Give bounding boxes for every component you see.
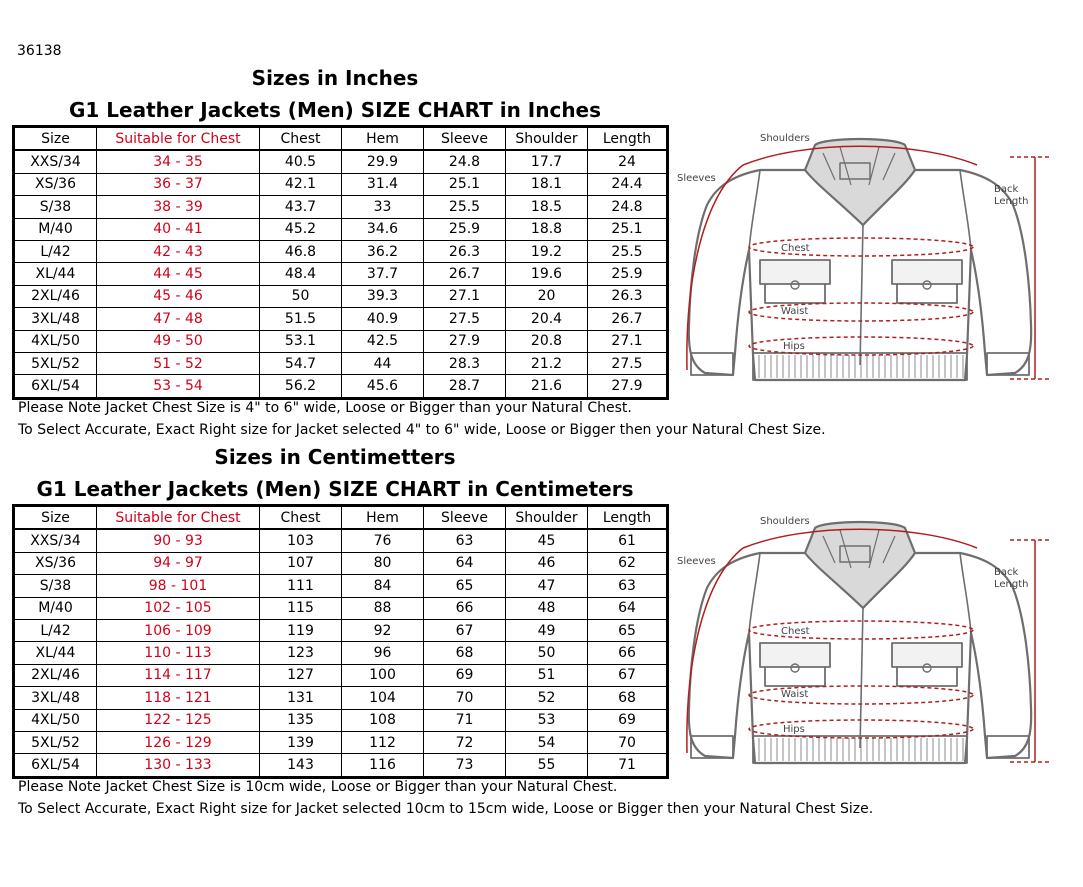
cm-note-2: To Select Accurate, Exact Right size for Jacket selected 10cm to 15cm wide, Loose or Bigger then your Natural Chest Size. [18,801,874,817]
label-chest: Chest [781,626,810,637]
table-cell: XXS/34 [14,150,97,173]
table-cell: 131 [260,687,342,709]
table-row [14,196,668,218]
table-cell: 2XL/46 [14,285,97,307]
table-cell: 25.1 [588,218,668,240]
table-cell: 6XL/54 [14,375,97,398]
inches-chart-title: G1 Leather Jackets (Men) SIZE CHART in Inches [68,98,602,122]
table-cell: 24.8 [424,150,506,173]
table-cell: 36.2 [342,240,424,262]
table-cell: 38 - 39 [97,196,260,218]
table-cell: 56.2 [260,375,342,398]
table-cell: 20.8 [506,330,588,352]
label-length: Length [994,579,1029,590]
table-cell: 34 - 35 [97,150,260,173]
table-cell: 100 [342,664,424,686]
table-cell: 80 [342,552,424,574]
table-cell: 68 [424,642,506,664]
table-cell: 98 - 101 [97,575,260,597]
table-cell: 143 [260,754,342,777]
table-cell: 49 [506,619,588,641]
table-cell: 25.5 [588,240,668,262]
inches-heading: Sizes in Inches [251,66,419,90]
fur-collar [805,522,915,608]
label-hips: Hips [783,724,805,735]
table-cell: 27.5 [424,308,506,330]
table-cell: 76 [342,529,424,552]
table-cell: 5XL/52 [14,731,97,753]
table-cell: 111 [260,575,342,597]
table-cell: S/38 [14,196,97,218]
table-cell: 63 [424,529,506,552]
table-row [14,285,668,307]
table-cell: 40.5 [260,150,342,173]
table-cell: 26.3 [424,240,506,262]
table-cell: 68 [588,687,668,709]
label-waist: Waist [781,306,809,317]
table-cell: 26.3 [588,285,668,307]
table-cell: XXS/34 [14,529,97,552]
table-cell: 44 [342,352,424,374]
table-cell: 88 [342,597,424,619]
table-row [14,575,668,597]
table-cell: 135 [260,709,342,731]
table-cell: 46.8 [260,240,342,262]
table-cell: 33 [342,196,424,218]
table-cell: 127 [260,664,342,686]
table-cell: 130 - 133 [97,754,260,777]
table-cell: 31.4 [342,173,424,195]
cm-note-1: Please Note Jacket Chest Size is 10cm wide, Loose or Bigger than your Natural Chest. [18,779,618,795]
table-row [14,731,668,753]
product-code: 36138 [17,43,62,59]
sleeves-line [687,548,743,753]
table-row [14,375,668,398]
table-cell: 104 [342,687,424,709]
table-cell: 51.5 [260,308,342,330]
table-cell: 94 - 97 [97,552,260,574]
table-row [14,619,668,641]
table-cell: 66 [424,597,506,619]
table-cell: 19.6 [506,263,588,285]
column-header: Size [14,506,97,530]
table-cell: 36 - 37 [97,173,260,195]
table-cell: 110 - 113 [97,642,260,664]
label-sleeves: Sleeves [677,556,716,567]
fur-collar [805,139,915,225]
table-cell: 28.3 [424,352,506,374]
label-waist: Waist [781,689,809,700]
table-row [14,150,668,173]
table-cell: 64 [588,597,668,619]
column-header: Length [588,127,668,151]
table-cell: 69 [588,709,668,731]
table-cell: 26.7 [588,308,668,330]
table-cell: 24.4 [588,173,668,195]
column-header: Chest [260,506,342,530]
table-cell: 139 [260,731,342,753]
table-cell: 27.1 [424,285,506,307]
table-cell: 20 [506,285,588,307]
table-row [14,218,668,240]
label-shoulders: Shoulders [760,516,810,527]
table-cell: 3XL/48 [14,687,97,709]
table-row [14,597,668,619]
table-cell: 48.4 [260,263,342,285]
table-cell: 53.1 [260,330,342,352]
table-cell: 2XL/46 [14,664,97,686]
table-cell: 52 [506,687,588,709]
column-header: Suitable for Chest [97,506,260,530]
table-cell: 92 [342,619,424,641]
table-cell: 44 - 45 [97,263,260,285]
table-cell: 112 [342,731,424,753]
table-cell: 65 [588,619,668,641]
table-row [14,352,668,374]
table-cell: 73 [424,754,506,777]
table-cell: 53 - 54 [97,375,260,398]
table-cell: 61 [588,529,668,552]
column-header: Hem [342,506,424,530]
table-cell: 55 [506,754,588,777]
table-row [14,709,668,731]
table-row [14,642,668,664]
label-sleeves: Sleeves [677,173,716,184]
table-cell: 66 [588,642,668,664]
column-header: Hem [342,127,424,151]
table-cell: 51 [506,664,588,686]
table-cell: 123 [260,642,342,664]
table-cell: 49 - 50 [97,330,260,352]
jacket-sketch [689,522,1031,763]
table-cell: 54 [506,731,588,753]
table-cell: 21.2 [506,352,588,374]
column-header: Sleeve [424,506,506,530]
table-row [14,308,668,330]
table-cell: 67 [424,619,506,641]
table-cell: 29.9 [342,150,424,173]
table-row [14,529,668,552]
table-cell: 106 - 109 [97,619,260,641]
table-cell: L/42 [14,619,97,641]
table-cell: 115 [260,597,342,619]
table-cell: 37.7 [342,263,424,285]
table-cell: 62 [588,552,668,574]
table-cell: 51 - 52 [97,352,260,374]
table-cell: 18.5 [506,196,588,218]
table-cell: 118 - 121 [97,687,260,709]
table-cell: 50 [506,642,588,664]
table-cell: 48 [506,597,588,619]
label-length: Length [994,196,1029,207]
table-row [14,330,668,352]
zipper [860,608,863,748]
table-cell: 4XL/50 [14,330,97,352]
table-cell: 42.5 [342,330,424,352]
inches-size-table [12,125,669,400]
table-cell: 18.1 [506,173,588,195]
table-cell: 43.7 [260,196,342,218]
table-cell: 45.6 [342,375,424,398]
table-cell: 63 [588,575,668,597]
table-cell: 107 [260,552,342,574]
table-cell: 47 [506,575,588,597]
table-cell: 42.1 [260,173,342,195]
label-back: Back [994,567,1019,578]
table-cell: 45 [506,529,588,552]
table-cell: 45 - 46 [97,285,260,307]
column-header: Length [588,506,668,530]
right-cuff [987,736,1029,758]
table-cell: 67 [588,664,668,686]
table-cell: 96 [342,642,424,664]
table-cell: 6XL/54 [14,754,97,777]
table-cell: 26.7 [424,263,506,285]
cm-chart-title: G1 Leather Jackets (Men) SIZE CHART in Centimeters [36,477,634,501]
table-cell: 40 - 41 [97,218,260,240]
table-cell: 70 [588,731,668,753]
table-cell: 47 - 48 [97,308,260,330]
table-cell: 70 [424,687,506,709]
table-cell: 103 [260,529,342,552]
table-cell: 17.7 [506,150,588,173]
table-cell: 54.7 [260,352,342,374]
inches-note-1: Please Note Jacket Chest Size is 4" to 6" wide, Loose or Bigger than your Natural Chest. [18,400,632,416]
table-cell: 39.3 [342,285,424,307]
table-cell: 3XL/48 [14,308,97,330]
jacket-sketch [689,139,1031,380]
table-cell: 108 [342,709,424,731]
zipper [860,225,863,365]
table-cell: 71 [588,754,668,777]
column-header: Shoulder [506,127,588,151]
table-cell: 18.8 [506,218,588,240]
cm-heading: Sizes in Centimetters [214,445,456,469]
table-cell: 20.4 [506,308,588,330]
table-cell: 46 [506,552,588,574]
table-header-row [14,506,668,530]
column-header: Suitable for Chest [97,127,260,151]
table-row [14,754,668,777]
jacket-diagram-cm [665,508,1065,783]
table-cell: 27.1 [588,330,668,352]
cm-size-table [12,504,669,779]
left-cuff [691,736,733,758]
jacket-diagram-inches [665,125,1065,400]
table-cell: 25.9 [588,263,668,285]
table-cell: M/40 [14,218,97,240]
table-row [14,552,668,574]
column-header: Size [14,127,97,151]
table-cell: 28.7 [424,375,506,398]
table-cell: 27.9 [588,375,668,398]
table-cell: 65 [424,575,506,597]
table-cell: 122 - 125 [97,709,260,731]
table-cell: 72 [424,731,506,753]
label-hips: Hips [783,341,805,352]
table-cell: S/38 [14,575,97,597]
right-cuff [987,353,1029,375]
left-cuff [691,353,733,375]
sleeves-line [687,165,743,370]
table-row [14,173,668,195]
table-cell: 25.5 [424,196,506,218]
label-back: Back [994,184,1019,195]
table-cell: 24 [588,150,668,173]
table-cell: 114 - 117 [97,664,260,686]
table-cell: 71 [424,709,506,731]
table-cell: 45.2 [260,218,342,240]
table-cell: 64 [424,552,506,574]
label-shoulders: Shoulders [760,133,810,144]
table-cell: 126 - 129 [97,731,260,753]
table-cell: 19.2 [506,240,588,262]
table-cell: 90 - 93 [97,529,260,552]
table-cell: 25.1 [424,173,506,195]
table-cell: 21.6 [506,375,588,398]
table-cell: 102 - 105 [97,597,260,619]
table-cell: 119 [260,619,342,641]
column-header: Shoulder [506,506,588,530]
table-cell: 25.9 [424,218,506,240]
table-cell: 50 [260,285,342,307]
table-cell: 24.8 [588,196,668,218]
column-header: Sleeve [424,127,506,151]
table-cell: XL/44 [14,642,97,664]
table-cell: 84 [342,575,424,597]
inches-note-2: To Select Accurate, Exact Right size for Jacket selected 4" to 6" wide, Loose or Bigger then your Natural Chest Size. [18,422,826,438]
table-header-row [14,127,668,151]
table-cell: 69 [424,664,506,686]
table-cell: L/42 [14,240,97,262]
label-chest: Chest [781,243,810,254]
table-cell: 4XL/50 [14,709,97,731]
table-row [14,263,668,285]
table-cell: XL/44 [14,263,97,285]
table-cell: 116 [342,754,424,777]
table-cell: 40.9 [342,308,424,330]
table-row [14,687,668,709]
column-header: Chest [260,127,342,151]
table-row [14,240,668,262]
table-cell: 27.5 [588,352,668,374]
table-cell: 53 [506,709,588,731]
table-row [14,664,668,686]
table-cell: M/40 [14,597,97,619]
table-cell: 5XL/52 [14,352,97,374]
table-cell: 27.9 [424,330,506,352]
table-cell: XS/36 [14,552,97,574]
table-cell: 42 - 43 [97,240,260,262]
table-cell: XS/36 [14,173,97,195]
table-cell: 34.6 [342,218,424,240]
